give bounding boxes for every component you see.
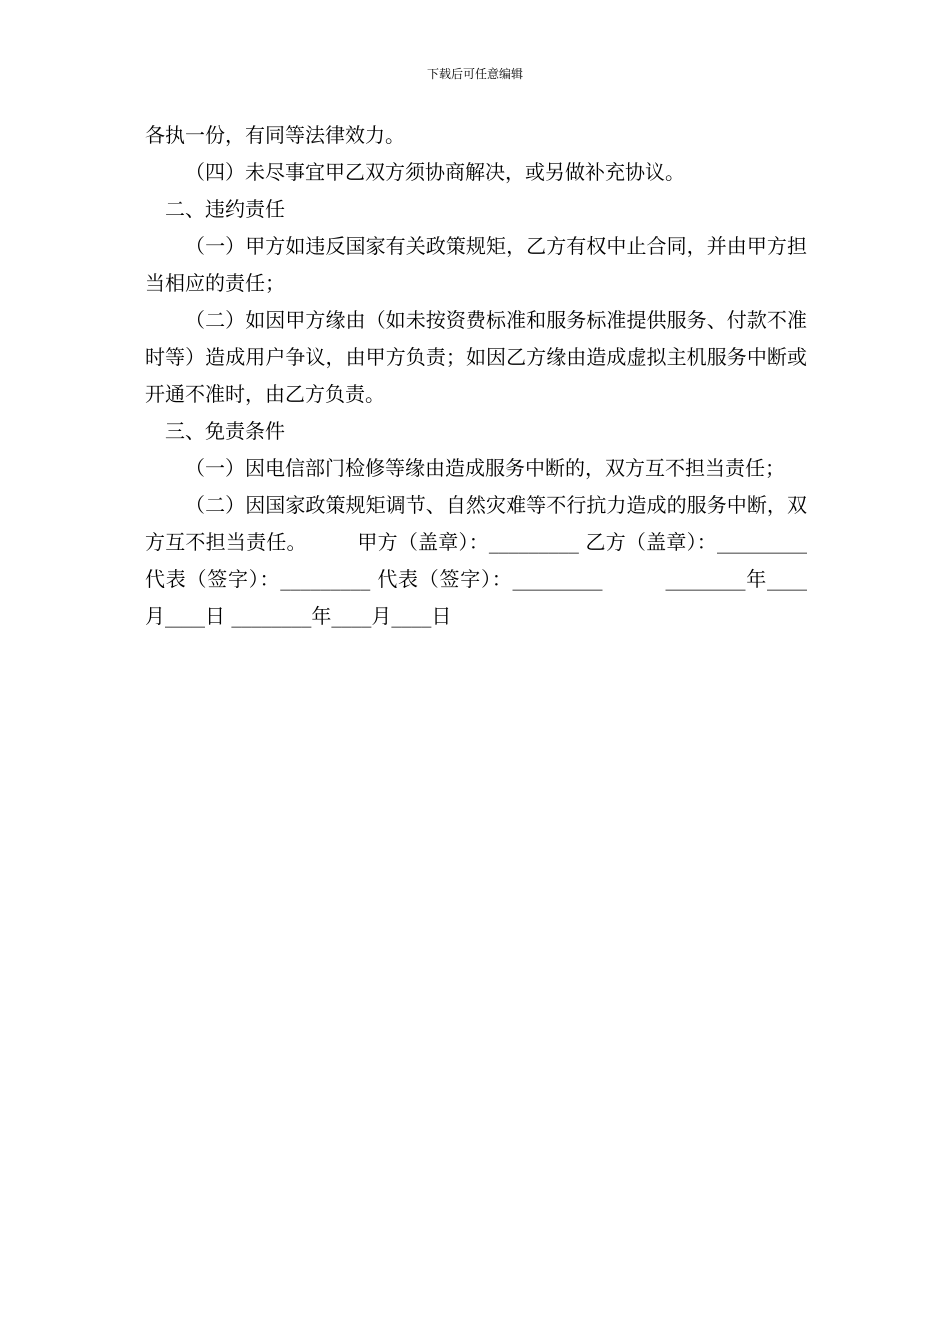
section-heading-breach: 二、违约责任 bbox=[165, 197, 285, 221]
paragraph-breach-1: （一）甲方如违反国家有关政策规矩，乙方有权中止合同，并由甲方担当相应的责任； bbox=[145, 234, 807, 295]
paragraph-exemption-2-signatures: （二）因国家政策规矩调节、自然灾难等不行抗力造成的服务中断，双方互不担当责任。 甲方（盖章）：_________ 乙方（盖章）：_________ 代表（签字）：_________ 代表（签字）：_________ ________年____月____日 ________年____月____日 bbox=[145, 493, 867, 628]
paragraph-breach-2: （二）如因甲方缘由（如未按资费标准和服务标准提供服务、付款不准时等）造成用户争议，由甲方负责；如因乙方缘由造成虚拟主机服务中断或开通不准时，由乙方负责。 bbox=[145, 308, 807, 406]
page-header: 下载后可任意编辑 bbox=[426, 67, 523, 81]
paragraph-continuation: 各执一份，有同等法律效力。 bbox=[145, 123, 405, 147]
section-heading-exemption: 三、免责条件 bbox=[165, 419, 285, 443]
paragraph-exemption-1: （一）因电信部门检修等缘由造成服务中断的，双方互不担当责任； bbox=[185, 456, 785, 480]
paragraph-clause-4: （四）未尽事宜甲乙双方须协商解决，或另做补充协议。 bbox=[185, 160, 685, 184]
document-body bbox=[145, 117, 867, 635]
